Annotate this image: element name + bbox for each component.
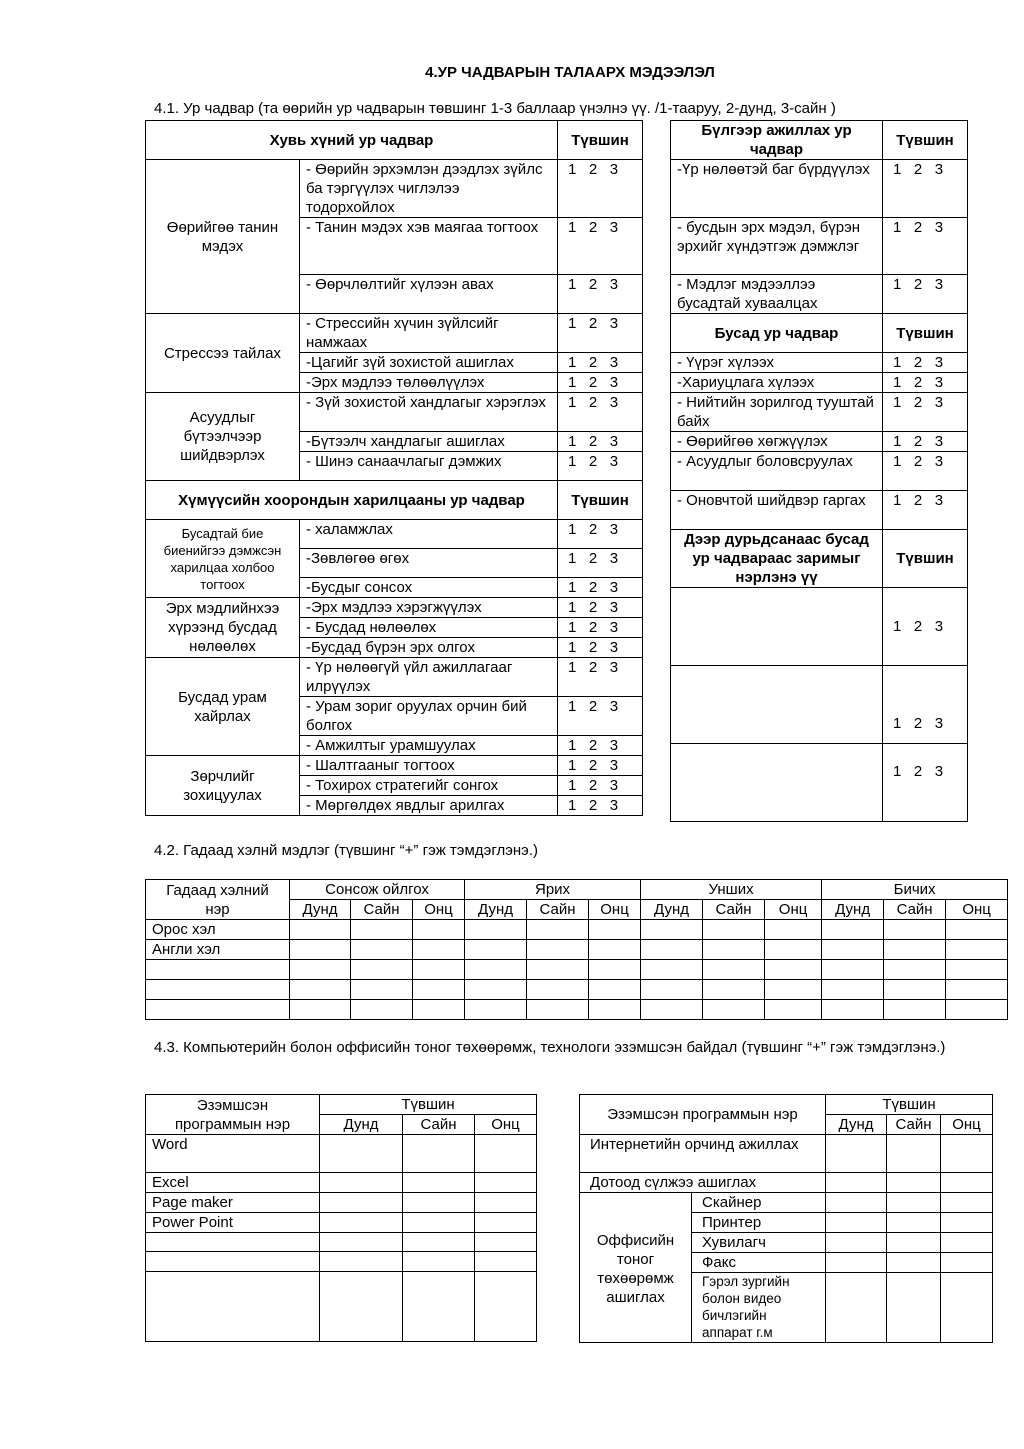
header-level: Түвшин: [883, 121, 968, 160]
level-scale[interactable]: 1 2 3: [883, 432, 968, 452]
level-header: Дунд: [465, 900, 527, 920]
level-cell[interactable]: [826, 1193, 887, 1213]
language-cell[interactable]: [527, 1000, 589, 1020]
level-scale[interactable]: 1 2 3: [558, 618, 643, 638]
level-cell[interactable]: [887, 1233, 941, 1253]
language-cell[interactable]: [765, 960, 822, 980]
language-name: Англи хэл: [146, 940, 290, 960]
level-scale[interactable]: 1 2 3: [558, 638, 643, 658]
skill-item: - халамжлах: [300, 520, 558, 549]
level-cell[interactable]: [403, 1135, 475, 1173]
language-cell[interactable]: [290, 960, 351, 980]
language-cell[interactable]: [703, 960, 765, 980]
language-cell[interactable]: [822, 960, 884, 980]
skill-item: - Оновчтой шийдвэр гаргах: [671, 491, 883, 530]
language-row: [146, 1000, 1008, 1020]
level-scale[interactable]: 1 2 3: [883, 393, 968, 432]
level-scale[interactable]: 1 2 3: [558, 697, 643, 736]
language-cell[interactable]: [290, 940, 351, 960]
level-scale[interactable]: 1 2 3: [558, 598, 643, 618]
level-cell[interactable]: [887, 1135, 941, 1173]
group-communication: Бусадтай бие биенийгээ дэмжсэн харилцаа холбоо тогтоох: [146, 520, 300, 598]
skill-item: - Өөрчлөлтийг хүлээн авах: [300, 275, 558, 314]
header-additional-skills: Дээр дурьдсанаас бусад ур чадвараас заримыг нэрлэнэ үү: [671, 530, 883, 588]
skill-item: -Бусдад бүрэн эрх олгох: [300, 638, 558, 658]
header-level: Түвшин: [320, 1095, 537, 1115]
group-influence: Эрх мэдлийнхээ хүрээнд бусдад нөлөөлөх: [146, 598, 300, 658]
group-problem-solving: Асуудлыг бүтээлчээр шийдвэрлэх: [146, 393, 300, 481]
level-scale[interactable]: 1 2 3: [558, 160, 643, 218]
level-scale[interactable]: 1 2 3: [883, 744, 968, 822]
level-scale[interactable]: 1 2 3: [558, 776, 643, 796]
level-scale[interactable]: 1 2 3: [883, 218, 968, 275]
language-cell[interactable]: [413, 940, 465, 960]
language-cell[interactable]: [589, 1000, 641, 1020]
level-cell[interactable]: [320, 1233, 403, 1252]
group-office-equipment: Оффисийн тоног төхөөрөмж ашиглах: [580, 1193, 692, 1343]
section-4-1-heading: 4.1. Ур чадвар (та өөрийн ур чадварын төвшинг 1-3 баллаар үнэлнэ үү. /1-тааруу, 2-дунд, 3-сайн ): [154, 100, 836, 117]
level-scale[interactable]: 1 2 3: [558, 452, 643, 481]
blank-skill-cell[interactable]: [671, 588, 883, 666]
level-cell[interactable]: [475, 1272, 537, 1342]
skill-item: - Мөргөлдөх явдлыг арилгах: [300, 796, 558, 816]
language-cell[interactable]: [413, 920, 465, 940]
skill-item: -Үр нөлөөтэй баг бүрдүүлэх: [671, 160, 883, 218]
skill-item: - Урам зориг оруулах орчин бий болгох: [300, 697, 558, 736]
level-cell[interactable]: [320, 1135, 403, 1173]
level-header: Сайн: [527, 900, 589, 920]
level-header: Дунд: [290, 900, 351, 920]
language-cell[interactable]: [822, 1000, 884, 1020]
program-name[interactable]: [146, 1252, 320, 1272]
level-cell[interactable]: [941, 1253, 993, 1273]
level-scale[interactable]: 1 2 3: [558, 393, 643, 432]
header-team-skills: Бүлгээр ажиллах ур чадвар: [671, 121, 883, 160]
level-scale[interactable]: 1 2 3: [558, 432, 643, 452]
group-motivation: Бусдад урам хайрлах: [146, 658, 300, 756]
level-cell[interactable]: [826, 1233, 887, 1253]
level-cell[interactable]: [403, 1252, 475, 1272]
language-cell[interactable]: [413, 980, 465, 1000]
language-cell[interactable]: [884, 920, 946, 940]
header-level: Түвшин: [883, 530, 968, 588]
skill-item: - Стрессийн хүчин зүйлсийг намжаах: [300, 314, 558, 353]
skill-item: - Мэдлэг мэдээллээ бусадтай хуваалцах: [671, 275, 883, 314]
skill-item: -Хариуцлага хүлээх: [671, 373, 883, 393]
language-cell[interactable]: [884, 1000, 946, 1020]
device-name: Принтер: [692, 1213, 826, 1233]
language-cell[interactable]: [703, 1000, 765, 1020]
language-cell[interactable]: [822, 920, 884, 940]
level-header: Онц: [765, 900, 822, 920]
group-self-awareness: Өөрийгөө танин мэдэх: [146, 160, 300, 314]
skill-item: - Үр нөлөөгүй үйл ажиллагааг илрүүлэх: [300, 658, 558, 697]
language-cell[interactable]: [527, 960, 589, 980]
program-name[interactable]: [146, 1272, 320, 1342]
language-name: Орос хэл: [146, 920, 290, 940]
skill-item: - Шинэ санаачлагыг дэмжих: [300, 452, 558, 481]
level-cell[interactable]: [941, 1135, 993, 1173]
language-cell[interactable]: [589, 960, 641, 980]
level-cell[interactable]: [403, 1272, 475, 1342]
level-cell[interactable]: [941, 1233, 993, 1253]
level-cell[interactable]: [826, 1213, 887, 1233]
level-cell[interactable]: [403, 1233, 475, 1252]
language-cell[interactable]: [465, 940, 527, 960]
group-stress-relief: Стрессээ тайлах: [146, 314, 300, 393]
level-cell[interactable]: [826, 1173, 887, 1193]
level-cell[interactable]: [941, 1273, 993, 1343]
language-cell[interactable]: [290, 920, 351, 940]
language-cell[interactable]: [527, 940, 589, 960]
language-cell[interactable]: [703, 920, 765, 940]
section-4-3-heading: 4.3. Компьютерийн болон оффисийн тоног төхөөрөмж, технологи эзэмшсэн байдал (түвшинг “+” гэж тэмдэглэнэ.): [154, 1039, 946, 1056]
language-cell[interactable]: [351, 920, 413, 940]
level-cell[interactable]: [475, 1173, 537, 1193]
blank-skill-cell[interactable]: [671, 744, 883, 822]
skill-item: - Бусдад нөлөөлөх: [300, 618, 558, 638]
level-header: Сайн: [887, 1115, 941, 1135]
language-cell[interactable]: [884, 940, 946, 960]
language-row: [146, 980, 1008, 1000]
language-row: [146, 920, 1008, 940]
level-cell[interactable]: [826, 1273, 887, 1343]
language-cell[interactable]: [351, 940, 413, 960]
level-scale[interactable]: 1 2 3: [558, 578, 643, 598]
device-name: Факс: [692, 1253, 826, 1273]
language-cell[interactable]: [946, 980, 1008, 1000]
level-cell[interactable]: [320, 1213, 403, 1233]
language-cell[interactable]: [946, 960, 1008, 980]
level-cell[interactable]: [403, 1193, 475, 1213]
section-4-2-heading: 4.2. Гадаад хэлнй мэдлэг (түвшинг “+” гэж тэмдэглэнэ.): [154, 842, 538, 859]
level-scale[interactable]: 1 2 3: [883, 588, 968, 666]
program-name: Интернетийн орчинд ажиллах: [580, 1135, 826, 1173]
level-cell[interactable]: [475, 1213, 537, 1233]
level-scale[interactable]: 1 2 3: [558, 549, 643, 578]
language-cell[interactable]: [527, 980, 589, 1000]
language-row: [146, 940, 1008, 960]
level-scale[interactable]: 1 2 3: [883, 452, 968, 491]
language-cell[interactable]: [290, 1000, 351, 1020]
device-name: Гэрэл зургийн болон видео бичлэгийн аппарат г.м: [692, 1273, 826, 1343]
level-cell[interactable]: [887, 1173, 941, 1193]
level-cell[interactable]: [320, 1272, 403, 1342]
skill-item: -Цагийг зүй зохистой ашиглах: [300, 353, 558, 373]
program-name: Word: [146, 1135, 320, 1173]
level-header: Онц: [413, 900, 465, 920]
skill-item: -Эрх мэдлээ хэрэгжүүлэх: [300, 598, 558, 618]
software-table: [145, 1094, 537, 1342]
language-cell[interactable]: [290, 980, 351, 1000]
foreign-language-table: [145, 879, 1008, 1020]
language-cell[interactable]: [822, 940, 884, 960]
language-cell[interactable]: [589, 920, 641, 940]
header-personal-skills: Хувь хүний ур чадвар: [146, 121, 558, 160]
level-header: Дунд: [822, 900, 884, 920]
level-scale[interactable]: 1 2 3: [883, 373, 968, 393]
language-cell[interactable]: [703, 940, 765, 960]
level-scale[interactable]: 1 2 3: [558, 796, 643, 816]
language-cell[interactable]: [641, 960, 703, 980]
language-cell[interactable]: [641, 920, 703, 940]
header-reading: Унших: [641, 880, 822, 900]
level-cell[interactable]: [475, 1135, 537, 1173]
level-scale[interactable]: 1 2 3: [558, 756, 643, 776]
level-cell[interactable]: [475, 1193, 537, 1213]
header-writing: Бичих: [822, 880, 1008, 900]
skill-item: - Нийтийн зорилгод тууштай байх: [671, 393, 883, 432]
skill-item: -Бусдыг сонсох: [300, 578, 558, 598]
header-language-name: Гадаад хэлний нэр: [146, 880, 290, 920]
level-cell[interactable]: [475, 1252, 537, 1272]
level-cell[interactable]: [941, 1193, 993, 1213]
level-header: Дунд: [320, 1115, 403, 1135]
level-cell[interactable]: [320, 1173, 403, 1193]
level-scale[interactable]: 1 2 3: [883, 491, 968, 530]
skill-item: - Амжилтыг урамшуулах: [300, 736, 558, 756]
language-name[interactable]: [146, 980, 290, 1000]
header-other-skills: Бусад ур чадвар: [671, 314, 883, 353]
level-cell[interactable]: [403, 1173, 475, 1193]
page-title: 4.УР ЧАДВАРЫН ТАЛААРХ МЭДЭЭЛЭЛ: [425, 64, 715, 81]
language-cell[interactable]: [351, 960, 413, 980]
level-scale[interactable]: 1 2 3: [883, 275, 968, 314]
language-cell[interactable]: [946, 1000, 1008, 1020]
level-scale[interactable]: 1 2 3: [558, 275, 643, 314]
skill-item: -Эрх мэдлээ төлөөлүүлэх: [300, 373, 558, 393]
language-cell[interactable]: [822, 980, 884, 1000]
language-cell[interactable]: [413, 1000, 465, 1020]
language-cell[interactable]: [465, 1000, 527, 1020]
header-program-name: Эзэмшсэн программын нэр: [146, 1095, 320, 1135]
header-program-name: Эзэмшсэн программын нэр: [580, 1095, 826, 1135]
level-scale[interactable]: 1 2 3: [558, 373, 643, 393]
language-cell[interactable]: [527, 920, 589, 940]
language-cell[interactable]: [413, 960, 465, 980]
language-name[interactable]: [146, 1000, 290, 1020]
language-cell[interactable]: [641, 1000, 703, 1020]
program-name: Дотоод сүлжээ ашиглах: [580, 1173, 826, 1193]
level-header: Дунд: [641, 900, 703, 920]
header-level: Түвшин: [826, 1095, 993, 1115]
level-header: Онц: [941, 1115, 993, 1135]
language-cell[interactable]: [351, 980, 413, 1000]
level-header: Сайн: [403, 1115, 475, 1135]
level-header: Онц: [475, 1115, 537, 1135]
program-name: Page maker: [146, 1193, 320, 1213]
language-cell[interactable]: [465, 960, 527, 980]
language-cell[interactable]: [641, 940, 703, 960]
level-cell[interactable]: [887, 1193, 941, 1213]
language-name[interactable]: [146, 960, 290, 980]
level-scale[interactable]: 1 2 3: [558, 218, 643, 275]
language-cell[interactable]: [765, 1000, 822, 1020]
blank-skill-cell[interactable]: [671, 666, 883, 744]
level-cell[interactable]: [320, 1252, 403, 1272]
office-equipment-table: [579, 1094, 993, 1343]
level-scale[interactable]: 1 2 3: [883, 160, 968, 218]
language-cell[interactable]: [465, 920, 527, 940]
group-conflict: Зөрчлийг зохицуулах: [146, 756, 300, 816]
device-name: Скайнер: [692, 1193, 826, 1213]
language-cell[interactable]: [946, 940, 1008, 960]
skill-item: - Зүй зохистой хандлагыг хэрэглэх: [300, 393, 558, 432]
skill-item: - Үүрэг хүлээх: [671, 353, 883, 373]
program-name: Power Point: [146, 1213, 320, 1233]
level-cell[interactable]: [475, 1233, 537, 1252]
level-scale[interactable]: 1 2 3: [558, 353, 643, 373]
level-cell[interactable]: [826, 1135, 887, 1173]
level-cell[interactable]: [403, 1213, 475, 1233]
header-level: Түвшин: [558, 481, 643, 520]
level-scale[interactable]: 1 2 3: [558, 736, 643, 756]
language-cell[interactable]: [946, 920, 1008, 940]
level-header: Сайн: [703, 900, 765, 920]
language-cell[interactable]: [765, 920, 822, 940]
language-cell[interactable]: [703, 980, 765, 1000]
language-cell[interactable]: [884, 980, 946, 1000]
skill-item: -Зөвлөгөө өгөх: [300, 549, 558, 578]
language-row: [146, 960, 1008, 980]
language-cell[interactable]: [765, 980, 822, 1000]
language-cell[interactable]: [641, 980, 703, 1000]
level-cell[interactable]: [887, 1213, 941, 1233]
language-cell[interactable]: [765, 940, 822, 960]
team-skills-table: [670, 120, 968, 822]
header-level: Түвшин: [558, 121, 643, 160]
language-cell[interactable]: [589, 940, 641, 960]
language-cell[interactable]: [465, 980, 527, 1000]
header-interpersonal-skills: Хүмүүсийн хоорондын харилцааны ур чадвар: [146, 481, 558, 520]
header-level: Түвшин: [883, 314, 968, 353]
skill-item: - Шалтгааныг тогтоох: [300, 756, 558, 776]
skill-item: - Танин мэдэх хэв маягаа тогтоох: [300, 218, 558, 275]
level-cell[interactable]: [826, 1253, 887, 1273]
level-cell[interactable]: [941, 1213, 993, 1233]
level-header: Сайн: [884, 900, 946, 920]
skill-item: - Тохирох стратегийг сонгох: [300, 776, 558, 796]
level-cell[interactable]: [320, 1193, 403, 1213]
level-scale[interactable]: 1 2 3: [558, 520, 643, 549]
level-cell[interactable]: [887, 1273, 941, 1343]
skill-item: - Өөрийгөө хөгжүүлэх: [671, 432, 883, 452]
level-cell[interactable]: [941, 1173, 993, 1193]
skill-item: - Өөрийн эрхэмлэн дээдлэх зүйлс ба тэргүүлэх чиглэлээ тодорхойлох: [300, 160, 558, 218]
device-name: Хувилагч: [692, 1233, 826, 1253]
level-scale[interactable]: 1 2 3: [558, 314, 643, 353]
level-scale[interactable]: 1 2 3: [883, 353, 968, 373]
level-header: Сайн: [351, 900, 413, 920]
language-cell[interactable]: [351, 1000, 413, 1020]
language-cell[interactable]: [589, 980, 641, 1000]
program-name: Excel: [146, 1173, 320, 1193]
level-scale[interactable]: 1 2 3: [883, 666, 968, 744]
skill-item: - бусдын эрх мэдэл, бүрэн эрхийг хүндэтгэж дэмжлэг: [671, 218, 883, 275]
level-header: Онц: [946, 900, 1008, 920]
language-cell[interactable]: [884, 960, 946, 980]
program-name[interactable]: [146, 1233, 320, 1252]
personal-skills-table: [145, 120, 643, 816]
level-cell[interactable]: [887, 1253, 941, 1273]
level-header: Дунд: [826, 1115, 887, 1135]
level-header: Онц: [589, 900, 641, 920]
level-scale[interactable]: 1 2 3: [558, 658, 643, 697]
header-listening: Сонсож ойлгох: [290, 880, 465, 900]
header-speaking: Ярих: [465, 880, 641, 900]
skill-item: -Бүтээлч хандлагыг ашиглах: [300, 432, 558, 452]
skill-item: - Асуудлыг боловсруулах: [671, 452, 883, 491]
